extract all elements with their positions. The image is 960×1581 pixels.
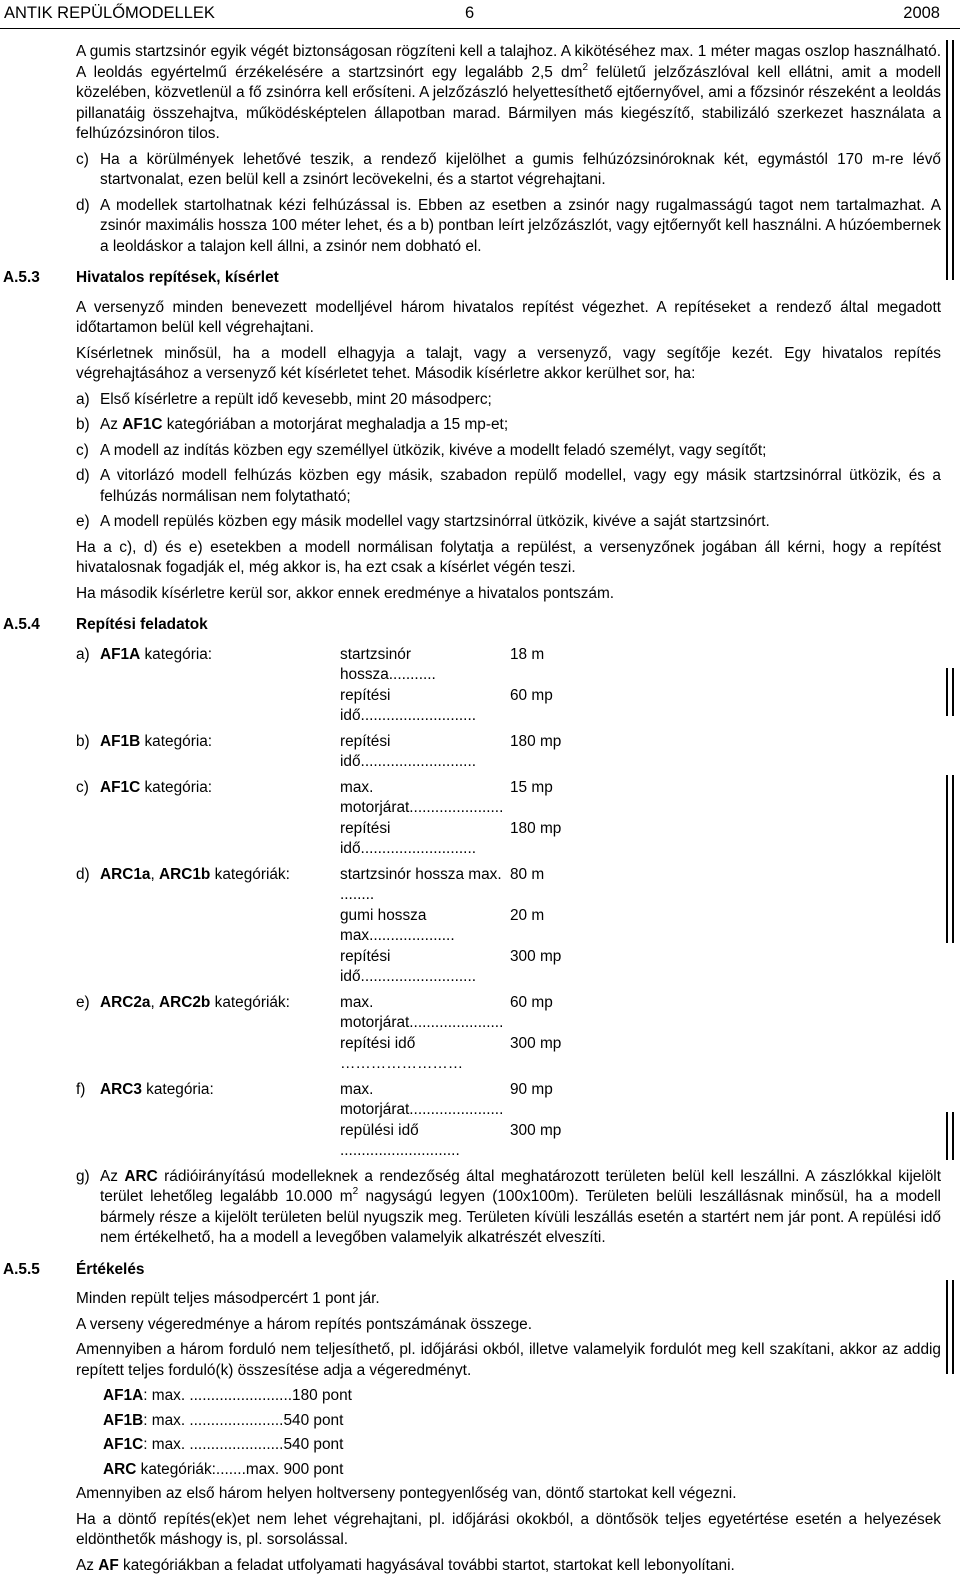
page-number: 6 (465, 4, 475, 22)
list-item: c) A modell az indítás közben egy személlyel ütközik, kivéve a modellt feladó személyt, vagy segítőt; (76, 441, 767, 459)
intro-item-d: d) A modellek startolhatnak kézi felhúzással is. Ebben az esetben a zsinór nagy rugalmasságú tagot nem tartalmazhat. A zsinór maximális hossza 100 méter lehet, és a b) pontban leírt jelzőzászlót, vagy ejtőernyőt kell használni. A húzóembernek a leoldáskor a talajon kell állni, a zsinór nem dobható el. (76, 196, 941, 255)
paragraph: A verseny végeredménye a három repítés pontszámának összege. (76, 1315, 532, 1333)
task-row: d) ARC1a, ARC1b kategóriák: startzsinór hossza max. ........ 80 m gumi hossza max.................... 20 m repítési idő........................... 300 mp (76, 865, 562, 985)
paragraph: Ha második kísérletre kerül sor, akkor ennek eredménye a hivatalos pontszám. (76, 584, 615, 602)
score-line: AF1B: max. ......................540 pont (103, 1411, 344, 1429)
paragraph: A versenyző minden benevezett modelljével három hivatalos repítést végezhet. A repítéseket a rendező által megadott időtartamon belül kell végrehajtani. (76, 298, 941, 336)
task-row: b) AF1B kategória: repítési idő........................... 180 mp (76, 732, 562, 770)
paragraph: Minden repült teljes másodpercért 1 pont jár. (76, 1290, 380, 1307)
intro-paragraph: A gumis startzsinór egyik végét biztonságosan rögzíteni kell a talajhoz. A kikötéséhez max. 1 méter magas oszlop használható. A leoldás egyértelmű érzékelésére a startzsinórt egy legalább 2,5 $dm^2$ felületű jelzőzászlóval kell ellátni, amit a modell közelében, közvetlenül a fő zsinórra kell erősíteni. A jelzőzászló helyettesíthető ejtőernyővel, ami a főzsinór részeként a leoldás pillanatáig összehajtva, működésképtelen állapotban marad. Bármilyen más kiegészítő, stabilizáló szerkezet használata a felhúzózsinóron tilos. (76, 43, 941, 142)
task-row: c) AF1C kategória: max. motorjárat...................... 15 mp repítési idő........................... 180 mp (76, 778, 562, 857)
list-item: b) Az AF1C kategóriában a motorjárat meghaladja a 15 mp-et; (76, 416, 509, 433)
task-item-g: g) Az ARC rádióirányítású modelleknek a rendezőség által meghatározott területen belül kell leszállni. A zászlókkal kijelölt terület lehetőleg legalább 10.000 $m^2$ nagyságú legyen (100x100m). Területen belüli leszállásnak minősül, ha a modell bármely része a kijelölt területen belül nyugszik meg. Területen kívüli leszállás esetén a startért nem jár pont. A repülési idő nem értékelhető, ha a modell a levegőben valamelyik alkatrészét elveszíti. (76, 1167, 941, 1246)
change-bar (942, 40, 958, 280)
change-bar (942, 1280, 958, 1374)
score-line: ARC kategóriák:.......max. 900 pont (103, 1460, 344, 1478)
score-line: AF1C: max. ......................540 pont (103, 1436, 344, 1453)
score-line: AF1A: max. ........................180 pont (103, 1387, 352, 1404)
paragraph: Amennyiben a három forduló nem teljesíthető, pl. időjárási okból, illetve valamelyik fordulót meg kell szakítani, akkor az addig repített teljes forduló(k) összesítése adja a végeredményt. (76, 1341, 941, 1379)
header-title: ANTIK REPÜLŐMODELLEK (4, 4, 215, 22)
paragraph: Amennyiben az első három helyen holtverseny pontegyenlőség van, döntő startokat kell végezni. (76, 1485, 737, 1502)
paragraph: Az AF kategóriákban a feladat utfolyamati hagyásával további startot, startokat kell lebonyolítani. (76, 1556, 735, 1574)
header-year: 2008 (903, 4, 940, 22)
change-bar (942, 668, 958, 716)
task-row: f) ARC3 kategória: max. motorjárat...................... 90 mp repülési idő ............................ 300 mp (76, 1080, 562, 1159)
list-item: e) A modell repülés közben egy másik modellel vagy startzsinórral ütközik, kivéve a saját startzsinórt. (76, 513, 770, 530)
header-rule (0, 28, 960, 29)
change-bar (942, 775, 958, 943)
paragraph: Ha a c), d) és e) esetekben a modell normálisan folytatja a repülést, a versenyzőnek jogában áll kérni, hogy a repítést hivatalosnak fogadják el, még akkor is, ha ezt csak a kísérlet végén teszi. (76, 538, 941, 576)
change-bar (942, 1112, 958, 1160)
task-row: e) ARC2a, ARC2b kategóriák: max. motorjárat...................... 60 mp repítési idő …………………… 300 mp (76, 993, 562, 1072)
task-row: a) AF1A kategória: startzsinór hossza........... 18 m repítési idő........................... 60 mp (76, 645, 553, 724)
section-heading-a53: A.5.3 Hivatalos repítések, kísérlet (3, 269, 279, 286)
paragraph: Kísérletnek minősül, ha a modell elhagyja a talajt, vagy a versenyző, vagy segítője kezét. Egy hivatalos repítés végrehajtásához a versenyző két kísérletet tehet. Második kísérletre akkor kerülhet sor, ha: (76, 344, 941, 382)
section-heading-a54: A.5.4 Repítési feladatok (3, 616, 208, 633)
list-item: d) A vitorlázó modell felhúzás közben egy másik, szabadon repülő modellel, vagy egy másik startzsinórral ütközik, és a felhúzás normálisan nem folytatható; (76, 467, 941, 505)
list-item: a) Első kísérletre a repült idő kevesebb, mint 20 másodperc; (76, 390, 492, 408)
document-body (3, 42, 941, 1581)
paragraph: Ha a döntő repítés(ek)et nem lehet végrehajtani, pl. időjárási okokból, a döntősök teljes egyetértése esetén a helyezések eldönthetők máshogy is, pl. sorsolással. (76, 1510, 941, 1548)
section-heading-a55: A.5.5 Értékelés (3, 1260, 145, 1278)
page-header (0, 0, 960, 28)
intro-item-c: c) Ha a körülmények lehetővé teszik, a rendező kijelölhet a gumis felhúzózsinóroknak két, egymástól 170 m-re lévő startvonalat, ezen belül kell a zsinórt lecövekelni, és a startot végrehajtani. (76, 150, 941, 188)
